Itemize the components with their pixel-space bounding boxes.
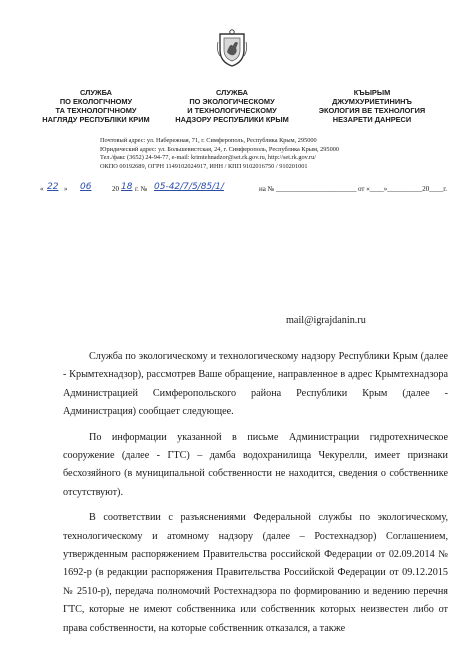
letter-body [63,348,448,645]
ref-date-blank: от «____»__________20____г. [358,185,448,193]
paragraph-2: По информации указанной в письме Администрации гидротехническое сооружение (далее - ГТС) – дамба водохранилища Чекурелли, имеет признаки бесхозяйного (в муниципальной собственности не находится, сведения о собственнике отсутствуют). [63,431,448,498]
org-name-russian: СЛУЖБА ПО ЭКОЛОГИЧЕСКОМУ И ТЕХНОЛОГИЧЕСКОМУ НАДЗОРУ РЕСПУБЛИКИ КРЫМ [175,88,289,124]
outgoing-number: 05-42/7/5/85/1/ [154,182,224,192]
crimea-coat-of-arms-icon [216,28,248,68]
date-year: 18 [121,182,133,192]
recipient-email: mail@igrajdanin.ru [286,315,366,326]
paragraph-1: Служба по экологическому и технологическому надзору Республики Крым (далее - Крымтехнадзор), рассмотрев Ваше обращение, направленное в адрес Крымтехнадзора Администрацией Симферопольского района Республики Крым (далее - Администрация) сообщает следующее. [63,351,448,418]
date-close-quote: » [64,185,68,193]
paragraph-3: В соответствии с разъяснениями Федеральной службы по экологическому, технологическому и атомному надзору (далее – Ростехнадзор) Соглашением, утвержденным распоряжением Правительства российской Федерации от 02.09.2014 № 1692-р (в редакции распоряжения Правительства Российской Федерации от 09.12.2015 № 2510-р), передача полномочий Ростехнадзора по формированию и ведению перечня ГТС, которые не имеют собственника или собственник которых неизвестен либо от права собственности, на которые собственник отказался, а также [63,512,448,634]
legal-address: Юридический адрес: ул. Большевистская, 24, г. Симферополь, Республика Крым, 295000 [100,145,340,153]
registration-codes: ОКПО 00192689, ОГРН 1149102024917, ИНН / КПП 9102016750 / 910201001 [100,162,308,170]
date-day: 22 [47,182,59,192]
postal-address: Почтовый адрес: ул. Набережная, 71, г. Симферополь, Республика Крым, 295000 [100,137,317,144]
org-name-ukrainian: СЛУЖБА ПО ЕКОЛОГІЧНОМУ ТА ТЕХНОЛОГІЧНОМУ НАГЛЯДУ РЕСПУБЛІКИ КРИМ [42,88,150,124]
contact-block [100,137,400,171]
number-label: г. № [135,185,148,193]
ref-number-blank: _______________________ [276,185,357,193]
reference-line [40,182,448,198]
date-month: 06 [80,182,92,192]
ref-label: на № [259,185,275,193]
org-name-crimean-tatar: КЪЫРЫМ ДЖУМХУРИЕТИНИНЪ ЭКОЛОГИЯ ВЕ ТЕХНОЛОГИЯ НЕЗАРЕТИ ДАНРЕСИ [318,88,426,124]
year-prefix: 20 [112,185,119,193]
date-open-quote: « [40,185,44,193]
phone-email: Тел./факс (3652) 24-94-77, e-mail: krimtehnadzor@set.rk.gov.ru, http://set.rk.gov.ru/ [100,154,316,162]
